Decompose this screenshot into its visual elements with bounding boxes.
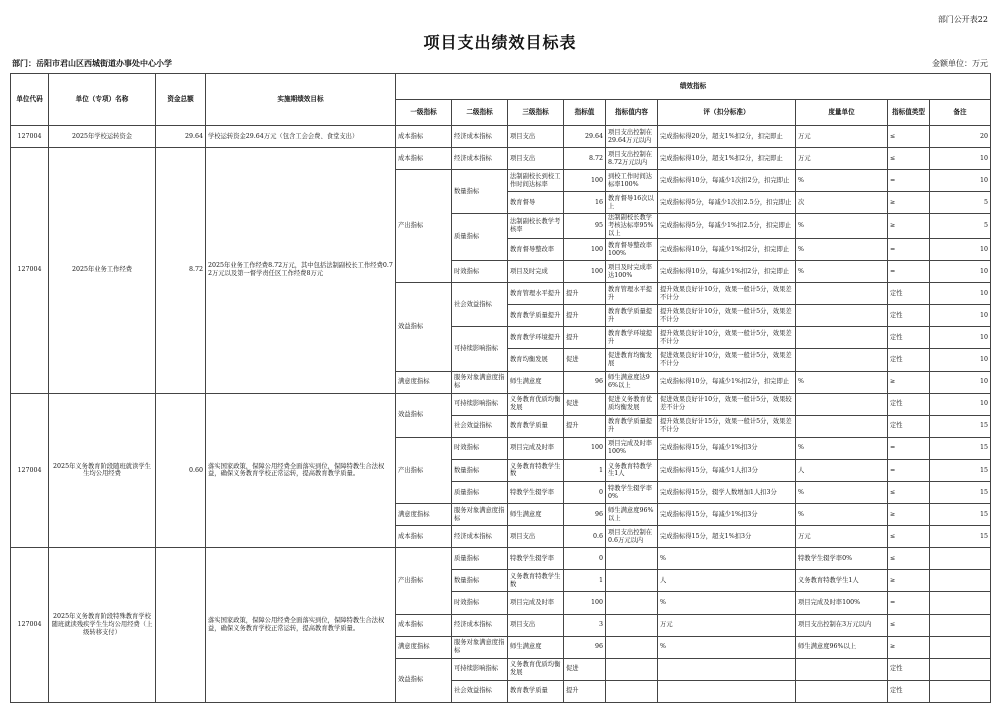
value-content-cell: 项目支出控制在8.72万元以内 — [606, 148, 658, 170]
note-cell — [930, 636, 991, 658]
measure-cell: % — [796, 214, 888, 239]
amount-cell: 8.72 — [156, 148, 206, 394]
value-content-cell: 教育教学质量提升 — [606, 415, 658, 437]
header-name: 单位（专项）名称 — [49, 74, 156, 126]
level2-cell: 服务对象满意度指标 — [452, 636, 508, 658]
score-cell: 完成指标得15分，每减少1人扣3分 — [658, 459, 796, 481]
note-cell: 15 — [930, 481, 991, 503]
value-type-cell: ≥ — [888, 570, 930, 592]
value-content-cell: 项目及时完成率达100% — [606, 261, 658, 283]
level1-cell: 效益指标 — [396, 283, 452, 371]
value-cell: 0.6 — [564, 526, 606, 548]
note-cell: 10 — [930, 305, 991, 327]
value-type-cell: ≤ — [888, 148, 930, 170]
note-cell: 5 — [930, 192, 991, 214]
measure-cell — [796, 327, 888, 349]
value-cell: 提升 — [564, 680, 606, 702]
value-content-cell: 教育教学环境提升 — [606, 327, 658, 349]
measure-cell: % — [796, 238, 888, 260]
note-cell — [930, 614, 991, 636]
unit-code-cell: 127004 — [11, 148, 49, 394]
level2-cell: 经济成本指标 — [452, 614, 508, 636]
value-type-cell: 定性 — [888, 283, 930, 305]
level1-cell: 效益指标 — [396, 393, 452, 437]
level1-cell: 成本指标 — [396, 614, 452, 636]
score-cell: 促进效果良好计10分，效果一般计5分，效果差不计分 — [658, 349, 796, 371]
note-cell: 10 — [930, 393, 991, 415]
score-cell: 人 — [658, 570, 796, 592]
value-type-cell: ≤ — [888, 126, 930, 148]
value-type-cell: = — [888, 592, 930, 614]
value-type-cell: ≥ — [888, 504, 930, 526]
value-content-cell: 法制副校长教学考核达标率95%以上 — [606, 214, 658, 239]
value-cell: 0 — [564, 481, 606, 503]
level3-cell: 法制副校长到校工作时间达标率 — [508, 170, 564, 192]
score-cell: 完成指标得10分，每减少1%扣2分，扣完即止 — [658, 261, 796, 283]
level3-cell: 教育教学环境提升 — [508, 327, 564, 349]
level3-cell: 义务教育优质均衡发展 — [508, 393, 564, 415]
value-cell: 100 — [564, 170, 606, 192]
level2-cell: 服务对象满意度指标 — [452, 371, 508, 393]
value-type-cell: ≥ — [888, 636, 930, 658]
level1-cell: 成本指标 — [396, 126, 452, 148]
measure-cell: 人 — [796, 459, 888, 481]
value-type-cell: = — [888, 170, 930, 192]
level3-cell: 教育督导整改率 — [508, 238, 564, 260]
level2-cell: 社会效益指标 — [452, 680, 508, 702]
measure-cell — [796, 658, 888, 680]
value-content-cell: 教育督导16次以上 — [606, 192, 658, 214]
score-cell: 完成指标得15分，每减少1%扣3分 — [658, 504, 796, 526]
value-cell: 100 — [564, 437, 606, 459]
level3-cell: 项目支出 — [508, 614, 564, 636]
value-cell: 96 — [564, 504, 606, 526]
value-content-cell — [606, 570, 658, 592]
score-cell: % — [658, 592, 796, 614]
level3-cell: 特教学生辍学率 — [508, 548, 564, 570]
measure-cell: % — [796, 504, 888, 526]
table-row — [11, 148, 991, 170]
note-cell: 5 — [930, 214, 991, 239]
header-l1: 一级指标 — [396, 100, 452, 126]
note-cell: 20 — [930, 126, 991, 148]
value-cell: 16 — [564, 192, 606, 214]
header-l3: 三级指标 — [508, 100, 564, 126]
level2-cell: 社会效益指标 — [452, 415, 508, 437]
score-cell: 完成指标得20分，超支1%扣2分，扣完即止 — [658, 126, 796, 148]
value-content-cell — [606, 592, 658, 614]
score-cell: % — [658, 636, 796, 658]
level1-cell: 成本指标 — [396, 148, 452, 170]
value-content-cell: 项目完成及时率100% — [606, 437, 658, 459]
level3-cell: 师生满意度 — [508, 371, 564, 393]
measure-cell: 义务教育特教学生1人 — [796, 570, 888, 592]
level3-cell: 项目及时完成 — [508, 261, 564, 283]
level2-cell: 质量指标 — [452, 214, 508, 261]
value-content-cell — [606, 614, 658, 636]
note-cell: 15 — [930, 459, 991, 481]
header-l2: 二级指标 — [452, 100, 508, 126]
note-cell: 15 — [930, 526, 991, 548]
value-content-cell: 义务教育特教学生1人 — [606, 459, 658, 481]
level3-cell: 项目完成及时率 — [508, 592, 564, 614]
level3-cell: 义务教育特教学生数 — [508, 459, 564, 481]
level1-cell: 效益指标 — [396, 658, 452, 702]
header-goal: 实施期绩效目标 — [206, 74, 396, 126]
value-type-cell: 定性 — [888, 680, 930, 702]
note-cell: 10 — [930, 238, 991, 260]
score-cell: 提升效果良好计15分，效果一般计5分，效果差不计分 — [658, 415, 796, 437]
level2-cell: 时效指标 — [452, 261, 508, 283]
score-cell: 提升效果良好计10分，效果一般计5分，效果差不计分 — [658, 305, 796, 327]
level2-cell: 质量指标 — [452, 548, 508, 570]
header-note: 备注 — [930, 100, 991, 126]
value-content-cell: 教育教学质量提升 — [606, 305, 658, 327]
value-type-cell: = — [888, 238, 930, 260]
level2-cell: 时效指标 — [452, 592, 508, 614]
value-cell: 95 — [564, 214, 606, 239]
value-cell: 100 — [564, 592, 606, 614]
table-row — [11, 126, 991, 148]
table-row — [11, 548, 991, 570]
project-name-cell: 2025年义务教育阶段特殊教育学校随班就读残疾学生生均公用经费（上级转移支付） — [49, 548, 156, 703]
note-cell: 10 — [930, 148, 991, 170]
level3-cell: 师生满意度 — [508, 504, 564, 526]
value-type-cell: ≤ — [888, 481, 930, 503]
project-name-cell: 2025年义务教育阶段随班就读学生生均公用经费 — [49, 393, 156, 548]
level3-cell: 项目支出 — [508, 526, 564, 548]
value-cell: 提升 — [564, 327, 606, 349]
level1-cell: 产出指标 — [396, 170, 452, 283]
score-cell: 完成指标得5分，每减少1次扣2.5分，扣完即止 — [658, 192, 796, 214]
measure-cell: % — [796, 371, 888, 393]
level2-cell: 可持续影响指标 — [452, 327, 508, 371]
value-cell: 96 — [564, 636, 606, 658]
value-content-cell: 促进义务教育优质均衡发展 — [606, 393, 658, 415]
value-content-cell: 教育管理水平提升 — [606, 283, 658, 305]
level1-cell: 产出指标 — [396, 548, 452, 614]
value-cell: 提升 — [564, 305, 606, 327]
level3-cell: 法制副校长教学考核率 — [508, 214, 564, 239]
value-type-cell: = — [888, 437, 930, 459]
level1-cell: 满意度指标 — [396, 371, 452, 393]
level1-cell: 成本指标 — [396, 526, 452, 548]
value-cell: 1 — [564, 459, 606, 481]
measure-cell — [796, 393, 888, 415]
amount-cell — [156, 548, 206, 703]
measure-cell: 万元 — [796, 126, 888, 148]
level3-cell: 教育教学质量 — [508, 680, 564, 702]
unit-code-cell: 127004 — [11, 126, 49, 148]
level3-cell: 教育教学质量提升 — [508, 305, 564, 327]
value-cell: 1 — [564, 570, 606, 592]
amount-cell: 0.60 — [156, 393, 206, 548]
level3-cell: 教育均衡发展 — [508, 349, 564, 371]
table-row — [11, 393, 991, 415]
table-body — [11, 126, 991, 703]
value-cell: 促进 — [564, 349, 606, 371]
measure-cell: 次 — [796, 192, 888, 214]
level2-cell: 时效指标 — [452, 437, 508, 459]
page-title: 项目支出绩效目标表 — [423, 33, 577, 52]
value-content-cell: 到校工作时间达标率100% — [606, 170, 658, 192]
note-cell — [930, 592, 991, 614]
level2-cell: 数量指标 — [452, 459, 508, 481]
value-content-cell: 教育督导整改率100% — [606, 238, 658, 260]
score-cell: 完成指标得5分，每减少1%扣2.5分，扣完即止 — [658, 214, 796, 239]
value-cell: 0 — [564, 548, 606, 570]
value-type-cell: 定性 — [888, 415, 930, 437]
level1-cell: 满意度指标 — [396, 504, 452, 526]
value-content-cell — [606, 680, 658, 702]
value-content-cell: 项目支出控制在29.64万元以内 — [606, 126, 658, 148]
amount-unit-label: 金额单位：万元 — [932, 59, 988, 68]
performance-target-table — [10, 73, 991, 703]
level1-cell: 产出指标 — [396, 437, 452, 503]
measure-cell: 项目支出控制在3万元以内 — [796, 614, 888, 636]
goal-cell: 落实国家政策，保障公用经费全面落实到位，保障特教生合法权益，确保义务教育学校正常运转，提高教育教学质量。 — [206, 393, 396, 548]
level3-cell: 教育教学质量 — [508, 415, 564, 437]
level2-cell: 社会效益指标 — [452, 283, 508, 327]
value-type-cell: ≥ — [888, 192, 930, 214]
header-content: 指标值内容 — [606, 100, 658, 126]
note-cell: 10 — [930, 170, 991, 192]
value-cell: 96 — [564, 371, 606, 393]
project-name-cell: 2025年业务工作经费 — [49, 148, 156, 394]
level2-cell: 可持续影响指标 — [452, 658, 508, 680]
score-cell: 完成指标得15分，辍学人数增加1人扣3分 — [658, 481, 796, 503]
goal-cell: 学校运转资金29.64万元（包含工会会费、食堂支出） — [206, 126, 396, 148]
score-cell — [658, 680, 796, 702]
measure-cell — [796, 680, 888, 702]
note-cell: 10 — [930, 261, 991, 283]
value-content-cell: 师生满意度达96%以上 — [606, 371, 658, 393]
level2-cell: 数量指标 — [452, 170, 508, 214]
header-amount: 资金总额 — [156, 74, 206, 126]
value-cell: 提升 — [564, 415, 606, 437]
value-cell: 100 — [564, 238, 606, 260]
amount-cell: 29.64 — [156, 126, 206, 148]
value-type-cell: = — [888, 459, 930, 481]
measure-cell: % — [796, 437, 888, 459]
measure-cell: 万元 — [796, 148, 888, 170]
value-type-cell: = — [888, 261, 930, 283]
measure-cell: 项目完成及时率100% — [796, 592, 888, 614]
value-content-cell — [606, 548, 658, 570]
unit-code-cell: 127004 — [11, 393, 49, 548]
value-cell: 提升 — [564, 283, 606, 305]
level3-cell: 义务教育特教学生数 — [508, 570, 564, 592]
score-cell — [658, 658, 796, 680]
department-label: 部门：岳阳市君山区西城街道办事处中心小学 — [12, 59, 172, 68]
goal-cell: 2025年业务工作经费8.72万元，其中包括法制副校长工作经费0.72万元以及第一督学责任区工作经费8万元 — [206, 148, 396, 394]
level3-cell: 项目支出 — [508, 148, 564, 170]
value-cell: 促进 — [564, 393, 606, 415]
level2-cell: 经济成本指标 — [452, 526, 508, 548]
score-cell: 完成指标得10分，每减少1次扣2分，扣完即止 — [658, 170, 796, 192]
measure-cell — [796, 305, 888, 327]
level3-cell: 师生满意度 — [508, 636, 564, 658]
level1-cell: 满意度指标 — [396, 636, 452, 658]
header-code: 单位代码 — [11, 74, 49, 126]
value-cell: 促进 — [564, 658, 606, 680]
note-cell: 15 — [930, 437, 991, 459]
note-cell: 10 — [930, 327, 991, 349]
header-type: 指标值类型 — [888, 100, 930, 126]
level3-cell: 项目完成及时率 — [508, 437, 564, 459]
value-type-cell: ≥ — [888, 214, 930, 239]
level3-cell: 项目支出 — [508, 126, 564, 148]
score-cell: 提升效果良好计10分，效果一般计5分，效果差不计分 — [658, 327, 796, 349]
header-measure: 度量单位 — [796, 100, 888, 126]
value-type-cell: ≤ — [888, 548, 930, 570]
note-cell: 10 — [930, 349, 991, 371]
measure-cell: 万元 — [796, 526, 888, 548]
level3-cell: 特教学生辍学率 — [508, 481, 564, 503]
note-cell: 10 — [930, 371, 991, 393]
value-cell: 3 — [564, 614, 606, 636]
measure-cell: 师生满意度96%以上 — [796, 636, 888, 658]
score-cell: 提升效果良好计10分，效果一般计5分，效果差不计分 — [658, 283, 796, 305]
level3-cell: 义务教育优质均衡发展 — [508, 658, 564, 680]
note-cell — [930, 680, 991, 702]
level2-cell: 经济成本指标 — [452, 148, 508, 170]
value-type-cell: ≥ — [888, 371, 930, 393]
value-type-cell: 定性 — [888, 349, 930, 371]
value-content-cell: 师生满意度96%以上 — [606, 504, 658, 526]
value-content-cell — [606, 658, 658, 680]
value-type-cell: 定性 — [888, 393, 930, 415]
note-cell: 10 — [930, 283, 991, 305]
measure-cell — [796, 415, 888, 437]
score-cell: 促进效果良好计10分，效果一般计5分，效果较差不计分 — [658, 393, 796, 415]
value-content-cell: 项目支出控制在0.6万元以内 — [606, 526, 658, 548]
measure-cell: % — [796, 481, 888, 503]
level2-cell: 服务对象满意度指标 — [452, 504, 508, 526]
level2-cell: 数量指标 — [452, 570, 508, 592]
value-type-cell: ≤ — [888, 614, 930, 636]
value-type-cell: ≤ — [888, 526, 930, 548]
measure-cell — [796, 283, 888, 305]
header-score: 评（扣分标准） — [658, 100, 796, 126]
unit-code-cell: 127004 — [11, 548, 49, 703]
measure-cell: % — [796, 261, 888, 283]
score-cell: 完成指标得15分，每减少1%扣3分 — [658, 437, 796, 459]
goal-cell: 落实国家政策，保障公用经费全面落实到位，保障特教生合法权益，确保义务教育学校正常运转，提高教育教学质量。 — [206, 548, 396, 703]
level2-cell: 质量指标 — [452, 481, 508, 503]
project-name-cell: 2025年学校运转资金 — [49, 126, 156, 148]
score-cell: 万元 — [658, 614, 796, 636]
score-cell: 完成指标得15分，超支1%扣3分 — [658, 526, 796, 548]
value-content-cell: 促进教育均衡发展 — [606, 349, 658, 371]
note-cell — [930, 570, 991, 592]
document-number: 部门公开表22 — [937, 15, 988, 24]
level3-cell: 教育管理水平提升 — [508, 283, 564, 305]
score-cell: 完成指标得10分，超支1%扣2分，扣完即止 — [658, 148, 796, 170]
level3-cell: 教育督导 — [508, 192, 564, 214]
score-cell: 完成指标得10分，每减少1%扣2分，扣完即止 — [658, 238, 796, 260]
value-cell: 8.72 — [564, 148, 606, 170]
value-cell: 100 — [564, 261, 606, 283]
score-cell: % — [658, 548, 796, 570]
measure-cell — [796, 349, 888, 371]
value-content-cell — [606, 636, 658, 658]
measure-cell: % — [796, 170, 888, 192]
note-cell: 15 — [930, 504, 991, 526]
header-indicators: 绩效指标 — [396, 74, 991, 100]
value-type-cell: 定性 — [888, 658, 930, 680]
note-cell — [930, 658, 991, 680]
note-cell — [930, 548, 991, 570]
level2-cell: 经济成本指标 — [452, 126, 508, 148]
note-cell: 15 — [930, 415, 991, 437]
level2-cell: 可持续影响指标 — [452, 393, 508, 415]
score-cell: 完成指标得10分，每减少1%扣2分，扣完即止 — [658, 371, 796, 393]
value-content-cell: 特教学生辍学率0% — [606, 481, 658, 503]
value-cell: 29.64 — [564, 126, 606, 148]
header-val: 指标值 — [564, 100, 606, 126]
measure-cell: 特教学生辍学率0% — [796, 548, 888, 570]
value-type-cell: 定性 — [888, 305, 930, 327]
value-type-cell: 定性 — [888, 327, 930, 349]
